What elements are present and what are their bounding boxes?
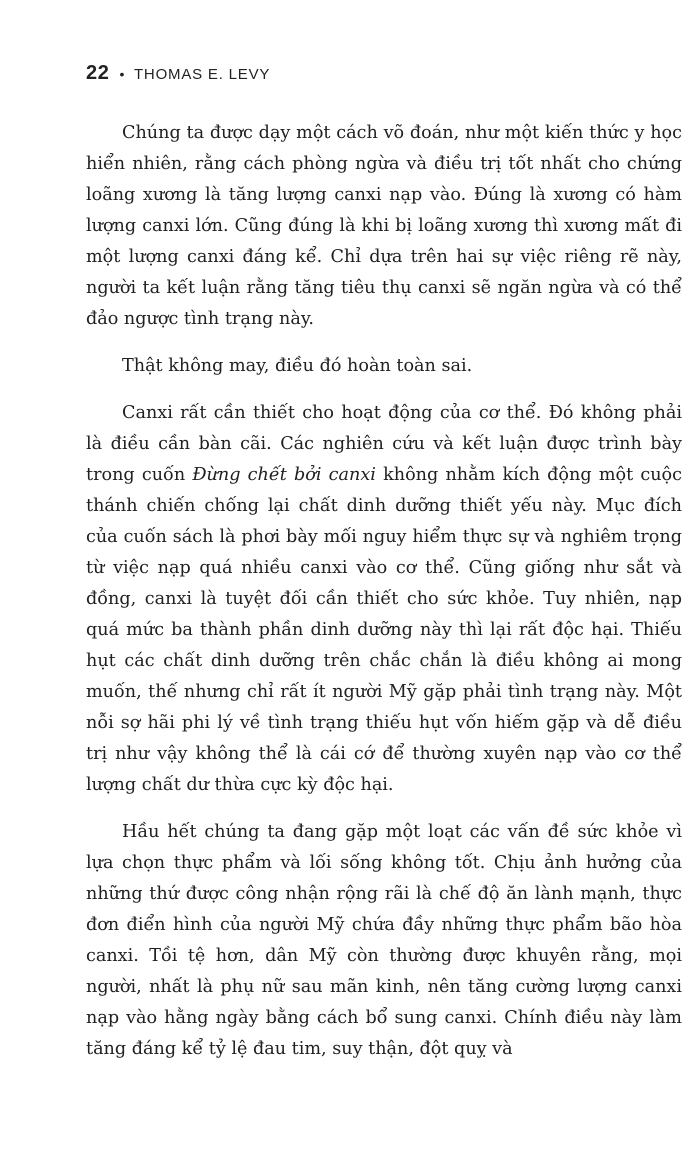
paragraph-1: Chúng ta được dạy một cách võ đoán, như một kiến thức y học hiển nhiên, rằng cách phòng ngừa và điều trị tốt nhất cho chứng loãng xương là tăng lượng canxi nạp vào. Đúng là xương có hàm lượng canxi lớn. Cũng đúng là khi bị loãng xương thì xương mất đi một lượng canxi đáng kể. Chỉ dựa trên hai sự việc riêng rẽ này, người ta kết luận rằng tăng tiêu thụ canxi sẽ ngăn ngừa và có thể đảo ngược tình trạng này. <box>86 123 682 329</box>
page-number: 22 <box>86 62 110 84</box>
book-title-italic: Đừng chết bởi canxi <box>192 465 376 485</box>
paragraph-2: Thật không may, điều đó hoàn toàn sai. <box>122 356 473 376</box>
body-text <box>86 118 682 1065</box>
paragraph-4: Hầu hết chúng ta đang gặp một loạt các vấn đề sức khỏe vì lựa chọn thực phẩm và lối sống không tốt. Chịu ảnh hưởng của những thứ được công nhận rộng rãi là chế độ ăn lành mạnh, thực đơn điển hình của người Mỹ chứa đầy những thực phẩm bão hòa canxi. Tồi tệ hơn, dân Mỹ còn thường được khuyên rằng, mọi người, nhất là phụ nữ sau mãn kinh, nên tăng cường lượng canxi nạp vào hằng ngày bằng cách bổ sung canxi. Chính điều này làm tăng đáng kể tỷ lệ đau tim, suy thận, đột quỵ và <box>86 822 682 1059</box>
running-header <box>86 62 270 85</box>
paragraph-3 <box>86 398 682 801</box>
paragraph-3-text-after: không nhằm kích động một cuộc thánh chiến chống lại chất dinh dưỡng thiết yếu này. Mục đích của cuốn sách là phơi bày mối nguy hiểm thực sự và nghiêm trọng từ việc nạp quá nhiều canxi vào cơ thể. Cũng giống như sắt và đồng, canxi là tuyệt đối cần thiết cho sức khỏe. Tuy nhiên, nạp quá mức ba thành phần dinh dưỡng này thì lại rất độc hại. Thiếu hụt các chất dinh dưỡng trên chắc chắn là điều không ai mong muốn, thế nhưng chỉ rất ít người Mỹ gặp phải tình trạng này. Một nỗi sợ hãi phi lý về tình trạng thiếu hụt vốn hiếm gặp và dễ điều trị như vậy không thể là cái cớ để thường xuyên nạp vào cơ thể lượng chất dư thừa cực kỳ độc hại. <box>86 465 682 795</box>
header-bullet: • <box>119 66 125 82</box>
author-name: THOMAS E. LEVY <box>133 66 271 83</box>
paragraph-3-text-before: Canxi rất cần thiết cho hoạt động của cơ thể. Đó không phải là điều cần bàn cãi. Các nghiên cứu và kết luận được trình bày trong cuốn <box>86 403 682 485</box>
